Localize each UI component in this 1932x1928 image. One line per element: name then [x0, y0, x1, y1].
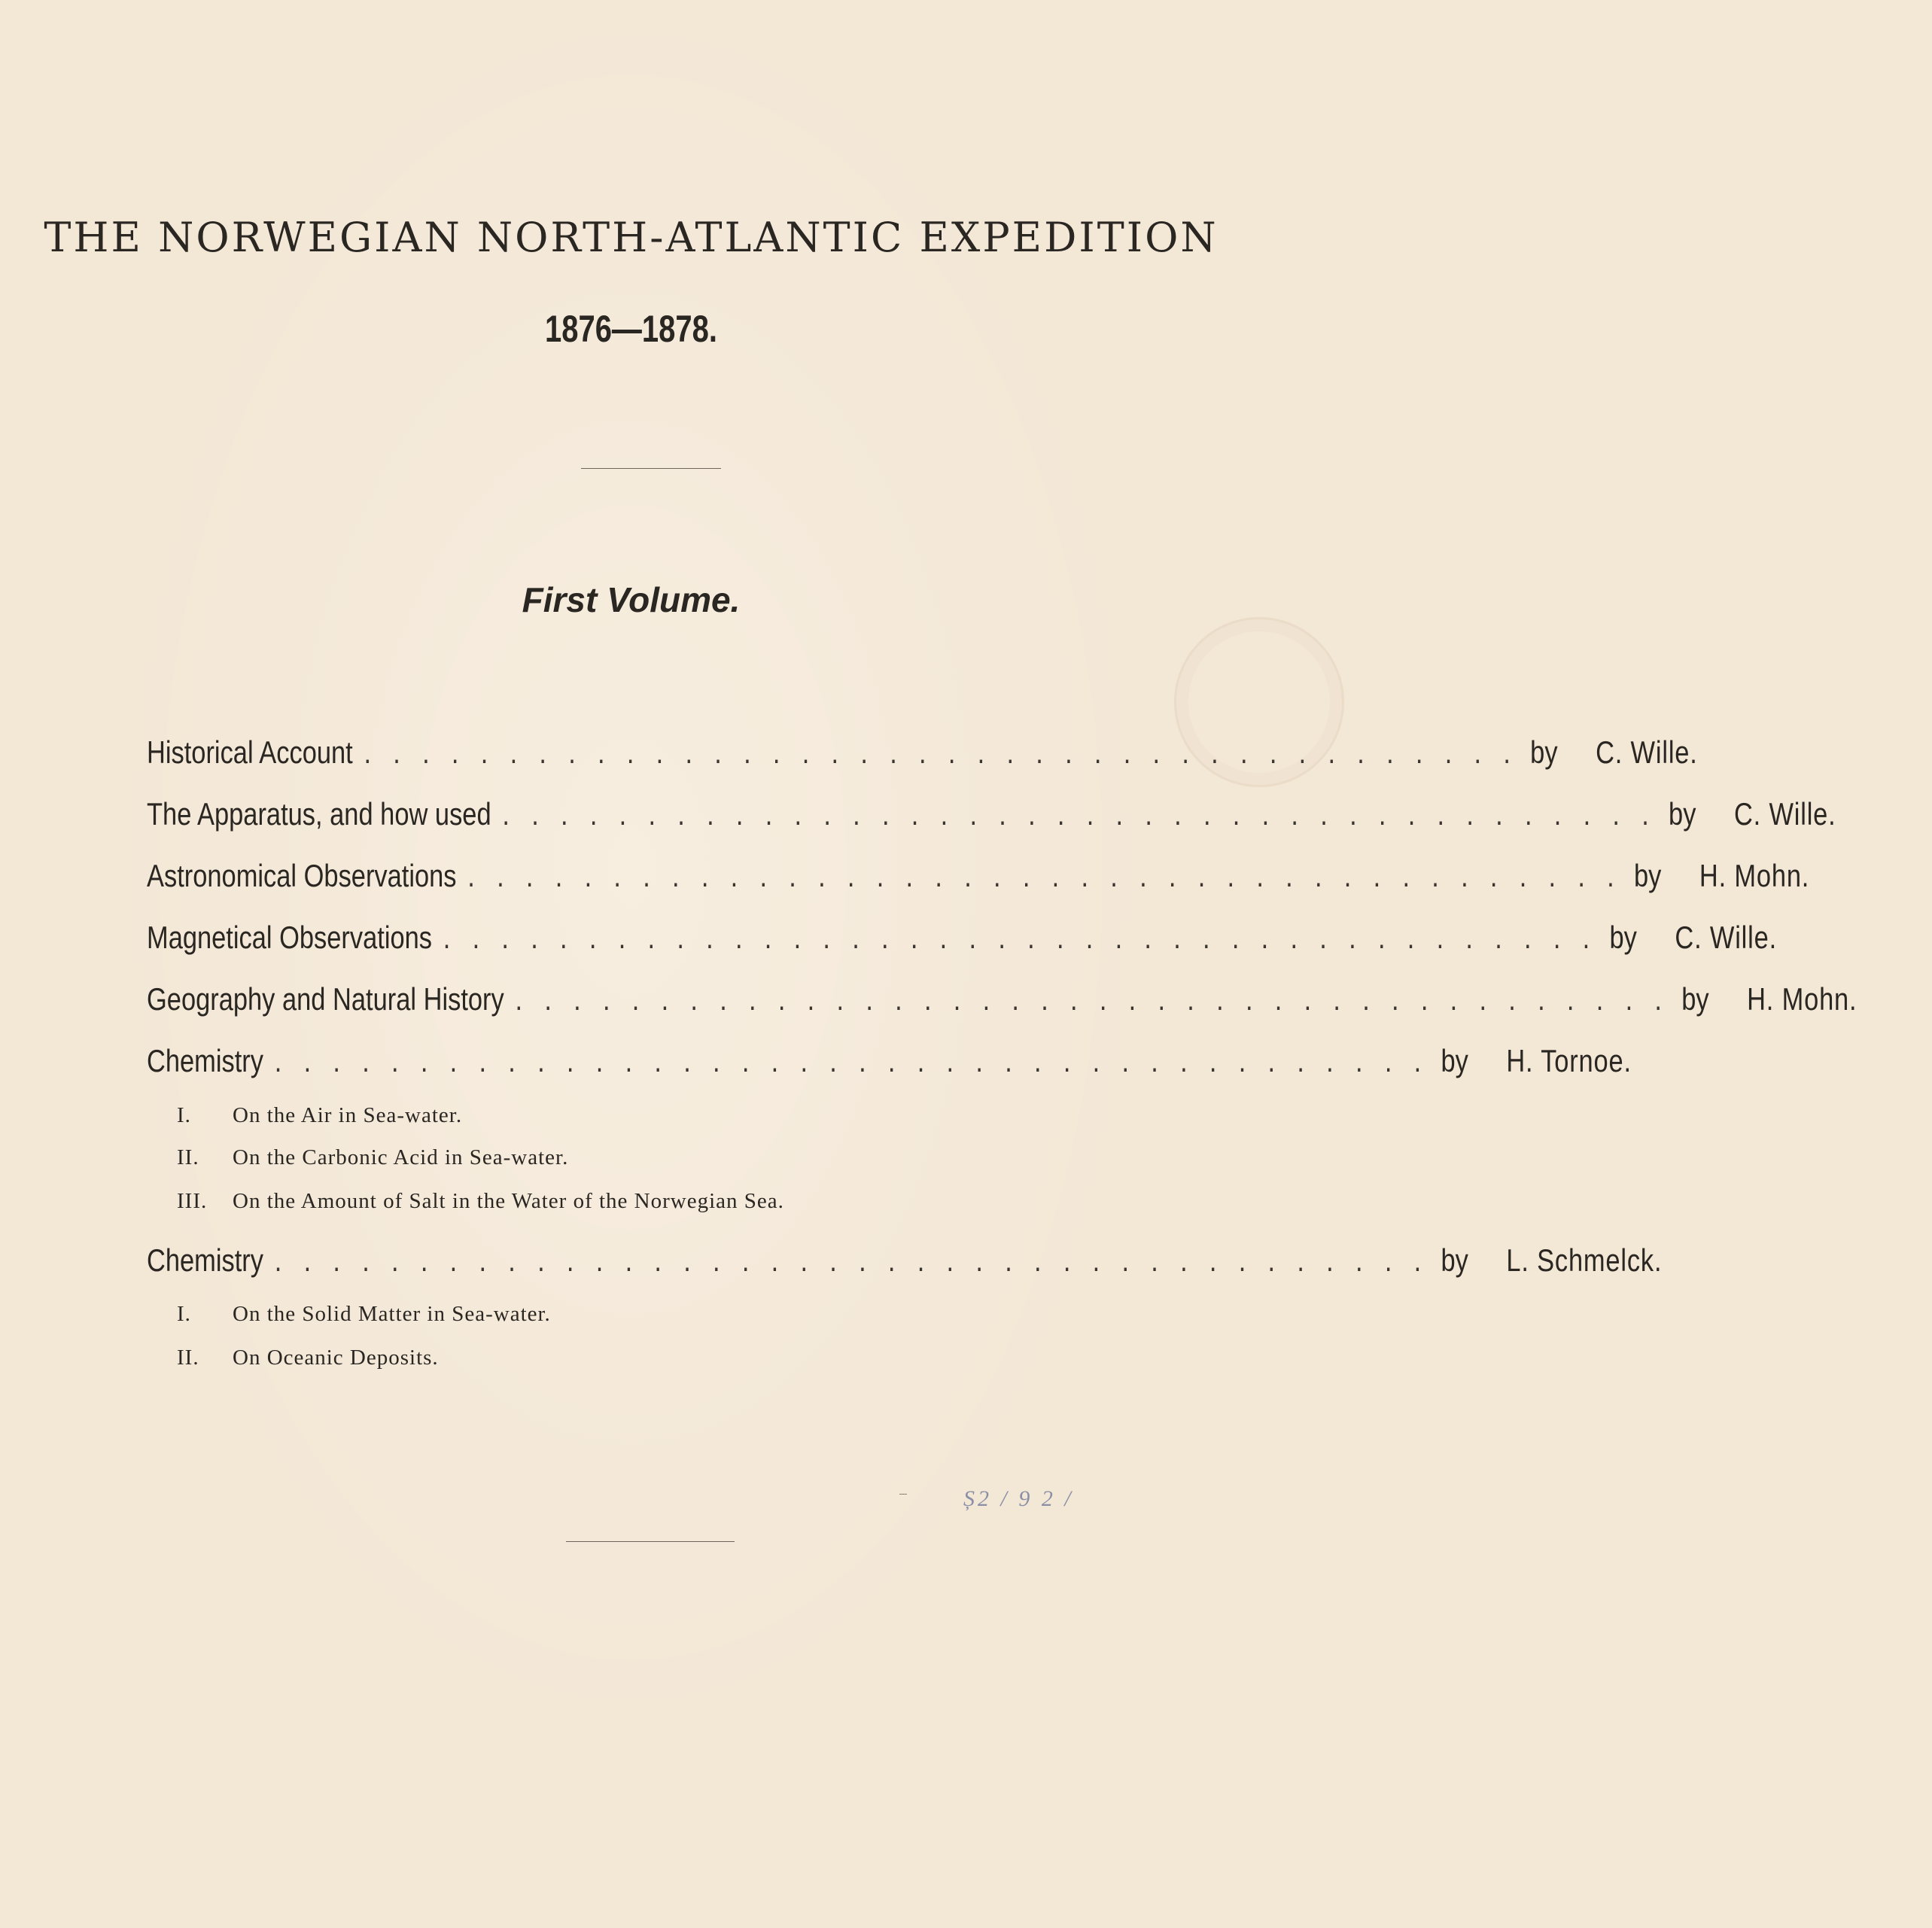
bottom-divider [566, 1541, 735, 1542]
toc-subitem-number: II. [177, 1346, 199, 1370]
toc-entry-title: The Apparatus, and how used [147, 796, 491, 832]
toc-entry [147, 1039, 1632, 1084]
toc-subitem-text: On the Solid Matter in Sea-water. [233, 1302, 551, 1326]
toc-subitem-text: On the Carbonic Acid in Sea-water. [233, 1145, 569, 1169]
dot-leader: . . . . . . . . . . . . . . . . . . . . . . . . . . . . . . . . . . . . . . . . [515, 981, 1669, 1017]
toc-entry-author: L. Schmelck. [1506, 1242, 1663, 1278]
toc-subitem-number: III. [177, 1189, 208, 1213]
toc-entry [147, 1238, 1663, 1283]
table-of-contents [147, 0, 1857, 1928]
toc-subitem [177, 1184, 784, 1218]
expedition-years: 1876—1878. [544, 308, 718, 350]
dot-leader: . . . . . . . . . . . . . . . . . . . . . . . . . . . . . . . . . . . . . . . . [443, 920, 1598, 955]
toc-entry-by: by [1441, 1043, 1468, 1078]
toc-entry-by: by [1633, 858, 1662, 893]
toc-entry-author: C. Wille. [1675, 920, 1777, 955]
toc-entry [147, 853, 1810, 899]
toc-subitem-text: On Oceanic Deposits. [233, 1346, 439, 1370]
toc-entry [147, 977, 1857, 1022]
toc-subitem-number: I. [177, 1302, 191, 1326]
toc-entry-by: by [1441, 1242, 1468, 1278]
toc-entry-author: C. Wille. [1596, 734, 1698, 770]
toc-entry [147, 730, 1698, 775]
toc-entry-by: by [1609, 920, 1637, 955]
toc-subitem-number: I. [177, 1103, 191, 1127]
toc-subitem [177, 1099, 462, 1132]
dot-leader: . . . . . . . . . . . . . . . . . . . . . . . . . . . . . . . . . . . . . . . . [274, 1043, 1429, 1078]
toc-entry-author: H. Mohn. [1699, 858, 1810, 893]
toc-subitem [177, 1341, 439, 1374]
book-title: THE NORWEGIAN NORTH-ATLANTIC EXPEDITION [44, 214, 1219, 261]
toc-entry-by: by [1681, 981, 1709, 1017]
toc-entry [147, 792, 1836, 837]
toc-entry-title: Astronomical Observations [147, 858, 457, 893]
toc-entry [147, 915, 1777, 960]
toc-entry-title: Geography and Natural History [147, 981, 504, 1017]
dot-leader: . . . . . . . . . . . . . . . . . . . . . . . . . . . . . . . . . . . . . . . . [467, 858, 1622, 893]
volume-heading: First Volume. [522, 580, 741, 619]
toc-entry-by: by [1669, 796, 1696, 832]
dot-leader: . . . . . . . . . . . . . . . . . . . . . . . . . . . . . . . . . . . . . . . . [274, 1242, 1429, 1278]
dot-leader: . . . . . . . . . . . . . . . . . . . . . . . . . . . . . . . . . . . . . . . . [502, 796, 1657, 832]
toc-subitem [177, 1141, 568, 1174]
dot-leader: . . . . . . . . . . . . . . . . . . . . . . . . . . . . . . . . . . . . . . . . [364, 734, 1518, 770]
toc-entry-title: Magnetical Observations [147, 920, 433, 955]
pencil-dash [899, 1494, 907, 1495]
toc-entry-author: C. Wille. [1733, 796, 1836, 832]
toc-entry-title: Historical Account [147, 734, 353, 770]
toc-subitem-text: On the Air in Sea-water. [233, 1103, 463, 1127]
toc-entry-title: Chemistry [147, 1043, 264, 1078]
toc-entry-author: H. Mohn. [1747, 981, 1857, 1017]
toc-subitem-text: On the Amount of Salt in the Water of the Norwegian Sea. [233, 1189, 784, 1213]
toc-subitem [177, 1297, 551, 1330]
toc-entry-title: Chemistry [147, 1242, 264, 1278]
toc-entry-by: by [1530, 734, 1558, 770]
toc-subitem-number: II. [177, 1145, 199, 1169]
toc-entry-author: H. Tornoe. [1506, 1043, 1632, 1078]
handwritten-accession-number: Ș2 / 9 2 / [963, 1486, 1074, 1511]
